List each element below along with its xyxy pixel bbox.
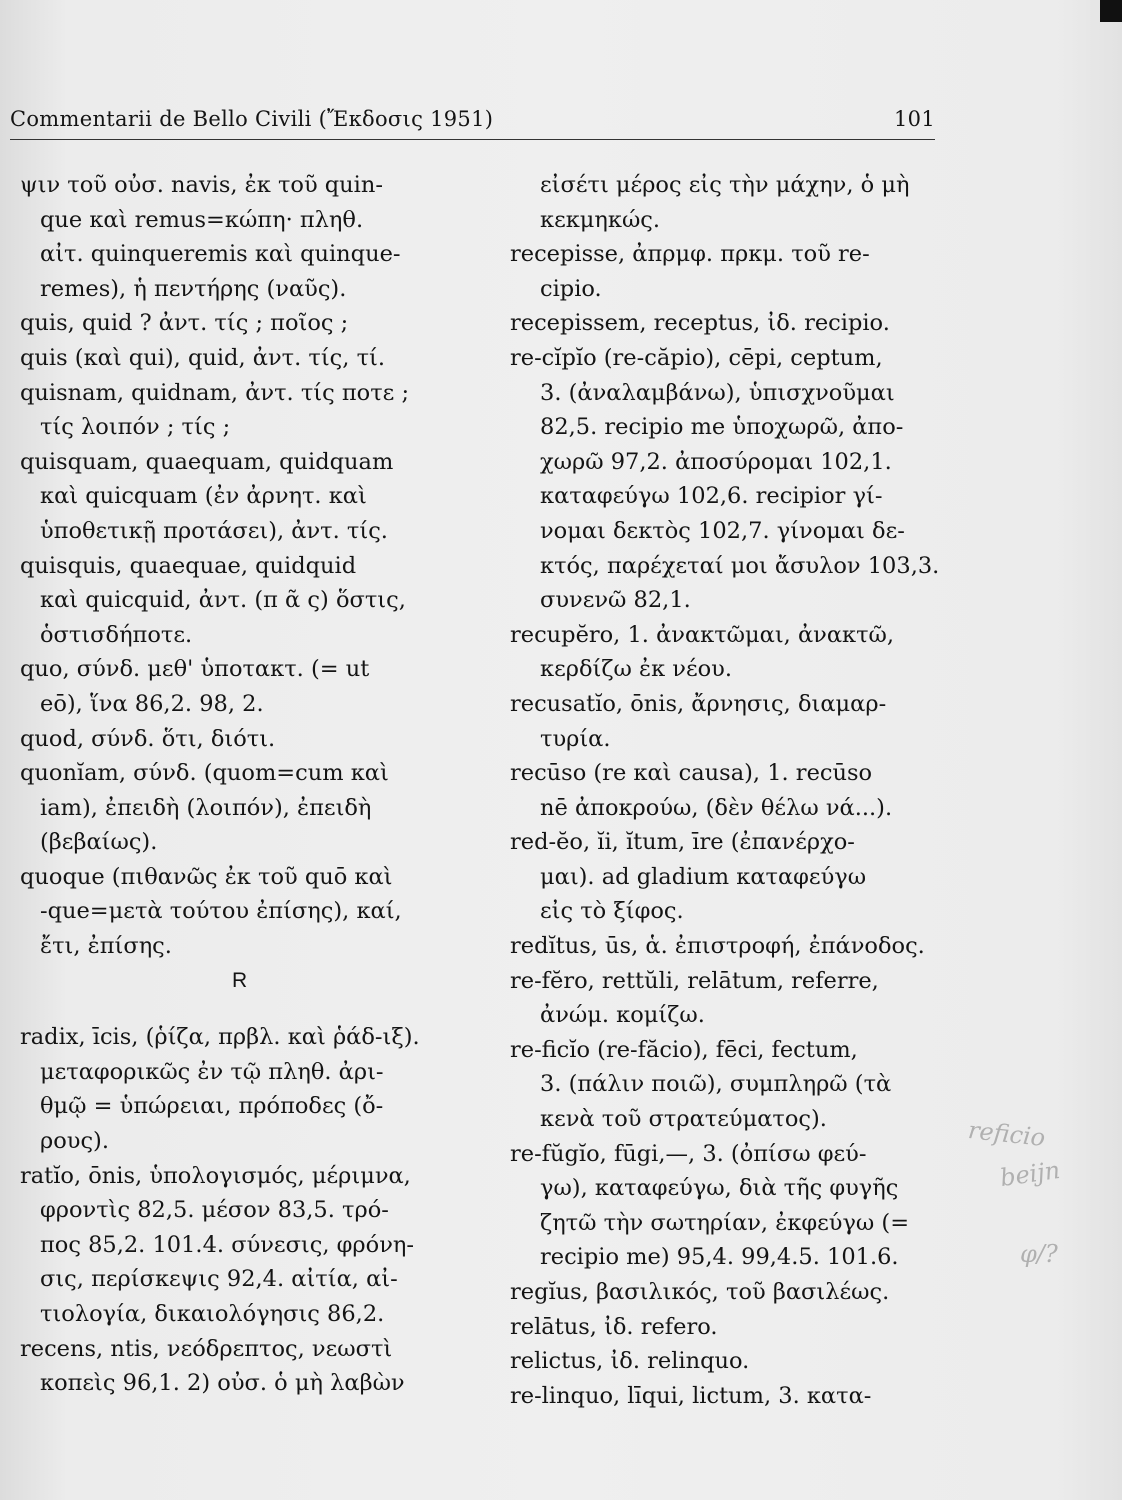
- entry-line: quisnam, quidnam, ἀντ. τίς ποτε ;: [20, 379, 410, 406]
- entry-line: τιολογία, δικαιολόγησις 86,2.: [40, 1301, 385, 1327]
- entry-line: re-linquo, līqui, lictum, 3. κατα-: [510, 1382, 872, 1409]
- entry-line: χωρῶ 97,2. ἀποσύρομαι 102,1.: [540, 448, 892, 475]
- entry-line: 3. (πάλιν ποιῶ), συμπληρῶ (τὰ: [540, 1071, 892, 1098]
- entry-line: quis, quid ? ἀντ. τίς ; ποῖος ;: [20, 310, 349, 337]
- entry-line: recens, ntis, νεόδρεπτος, νεωστὶ: [20, 1335, 393, 1362]
- entry-line: quo, σύνδ. μεθ' ὑποτακτ. (= ut: [20, 656, 370, 683]
- scan-corner-mark: [1100, 0, 1122, 22]
- entry-line: quoque (πιθανῶς ἐκ τοῦ quō καὶ: [20, 863, 393, 890]
- entry-line: συνενῶ 82,1.: [540, 587, 691, 614]
- entry-line: κοπεὶς 96,1. 2) οὐσ. ὁ μὴ λαβὼν: [40, 1370, 405, 1397]
- entry-line: recepisse, ἀπρμφ. πρκμ. τοῦ re-: [510, 241, 870, 268]
- entry-line: κερδίζω ἐκ νέου.: [540, 656, 733, 683]
- entry-line: que καὶ remus=κώπη· πληθ.: [40, 206, 364, 233]
- page-number: 101: [894, 107, 935, 131]
- entry-line: nē ἀποκρούω, (δὲν θέλω νά...).: [540, 794, 893, 821]
- entry-line: φροντὶς 82,5. μέσον 83,5. τρό-: [40, 1197, 389, 1224]
- margin-note-line: φ/?: [1020, 1240, 1058, 1268]
- entry-line: quisquis, quaequae, quidquid: [20, 552, 357, 579]
- entry-line: ὑποθετικῇ προτάσει), ἀντ. τίς.: [40, 517, 388, 544]
- entry-line: recepissem, receptus, ἰδ. recipio.: [510, 310, 890, 337]
- entry-line: recupĕro, 1. ἀνακτῶμαι, ἀνακτῶ,: [510, 621, 895, 648]
- entry-line: τυρία.: [540, 725, 611, 752]
- entry-line: ἀνώμ. κομίζω.: [540, 1002, 705, 1029]
- entry-line: cipio.: [540, 275, 602, 302]
- entry-line: regĭus, βασιλικός, τοῦ βασιλέως.: [510, 1279, 890, 1305]
- entry-line: ρους).: [40, 1128, 109, 1155]
- entry-line: re-cĭpĭo (re-căpio), cēpi, ceptum,: [510, 344, 883, 371]
- header-title: Commentarii de Bello Civili (Ἔκδοσις 1951): [10, 107, 494, 131]
- entry-line: redĭtus, ūs, ἁ. ἐπιστροφή, ἐπάνοδος.: [510, 933, 925, 960]
- entry-line: κτός, παρέχεταί μοι ἄσυλον 103,3.: [540, 552, 940, 579]
- entry-line: κενὰ τοῦ στρατεύματος).: [540, 1106, 827, 1133]
- section-gap: [20, 998, 475, 1020]
- entry-line: ὁστισδήποτε.: [40, 621, 193, 648]
- entry-line: quis (καὶ qui), quid, ἀντ. τίς, τί.: [20, 344, 385, 371]
- entry-line: ζητῶ τὴν σωτηρίαν, ἐκφεύγω (=: [540, 1209, 910, 1236]
- entry-line: εἰς τὸ ξίφος.: [540, 898, 684, 925]
- entry-line: re-ficĭo (re-făcio), fēci, fectum,: [510, 1036, 858, 1063]
- entry-line: νομαι δεκτὸς 102,7. γίνομαι δε-: [540, 517, 905, 544]
- entry-line: αἰτ. quinqueremis καὶ quinque-: [40, 241, 401, 268]
- entry-line: γω), καταφεύγω, διὰ τῆς φυγῆς: [540, 1175, 899, 1202]
- margin-note-line: reficio: [966, 1116, 1047, 1152]
- entry-line: κεκμηκώς.: [540, 206, 661, 233]
- entry-line: καταφεύγω 102,6. recipior γί-: [540, 483, 883, 510]
- entry-line: σις, περίσκεψις 92,4. αἰτία, αἰ-: [40, 1266, 398, 1293]
- entry-line: recipio me) 95,4. 99,4.5. 101.6.: [540, 1244, 899, 1271]
- entry-line: καὶ quicquam (ἐν ἀρνητ. καὶ: [40, 483, 367, 510]
- section-letter: R: [232, 968, 248, 992]
- entry-line: -que=μετὰ τούτου ἐπίσης), καί,: [40, 898, 402, 925]
- entry-line: (βεβαίως).: [40, 829, 158, 856]
- right-column: [510, 168, 940, 1413]
- entry-line: ratĭo, ōnis, ὑπολογισμός, μέριμνα,: [20, 1162, 411, 1189]
- entry-line: καὶ quicquid, ἀντ. (π ᾶ ς) ὅστις,: [40, 587, 406, 614]
- entry-line: recusatĭo, ōnis, ἄρνησις, διαμαρ-: [510, 690, 887, 717]
- entry-line: ἔτι, ἐπίσης.: [40, 933, 172, 960]
- entry-line: quonĭam, σύνδ. (quom=cum καὶ: [20, 760, 389, 787]
- entry-line: eō), ἵνα 86,2. 98, 2.: [40, 690, 264, 717]
- entry-line: re-fĕro, rettŭli, relātum, referre,: [510, 967, 879, 994]
- left-column: [20, 168, 475, 1401]
- entry-line: ψιν τοῦ οὐσ. navis, ἐκ τοῦ quin-: [20, 172, 383, 198]
- entry-line: 82,5. recipio me ὑποχωρῶ, ἀπο-: [540, 414, 904, 441]
- entry-line: relictus, ἰδ. relinquo.: [510, 1348, 750, 1375]
- entry-line: μεταφορικῶς ἐν τῷ πληθ. ἀρι-: [40, 1058, 384, 1085]
- handwritten-margin-note: [960, 1116, 1100, 1300]
- entry-line: remes), ἡ πεντήρης (ναῦς).: [40, 275, 347, 302]
- entry-line: red-ĕo, ĭi, ĭtum, īre (ἐπανέρχο-: [510, 829, 855, 856]
- entry-line: quod, σύνδ. ὅτι, διότι.: [20, 725, 276, 752]
- entry-line: re-fŭgĭo, fūgi,—, 3. (ὀπίσω φεύ-: [510, 1140, 867, 1167]
- entry-line: εἰσέτι μέρος εἰς τὴν μάχην, ὁ μὴ: [540, 172, 910, 198]
- entry-line: recūso (re καὶ causa), 1. recūso: [510, 760, 873, 787]
- entry-line: θμῷ = ὑπώρειαι, πρόποδες (ὄ-: [40, 1093, 384, 1120]
- entry-line: iam), ἐπειδὴ (λοιπόν), ἐπειδὴ: [40, 794, 372, 821]
- entry-line: μαι). ad gladium καταφεύγω: [540, 863, 867, 890]
- entry-line: πος 85,2. 101.4. σύνεσις, φρόνη-: [40, 1231, 414, 1258]
- entry-line: 3. (ἀναλαμβάνω), ὑπισχνοῦμαι: [540, 379, 895, 406]
- entry-line: τίς λοιπόν ; τίς ;: [40, 414, 231, 441]
- running-header: [10, 103, 935, 140]
- entry-line: relātus, ἰδ. refero.: [510, 1313, 718, 1340]
- entry-line: radix, īcis, (ῥίζα, πρβλ. καὶ ῥάδ-ιξ).: [20, 1024, 420, 1051]
- margin-note-line: beijn: [998, 1155, 1062, 1193]
- entry-line: quisquam, quaequam, quidquam: [20, 448, 394, 475]
